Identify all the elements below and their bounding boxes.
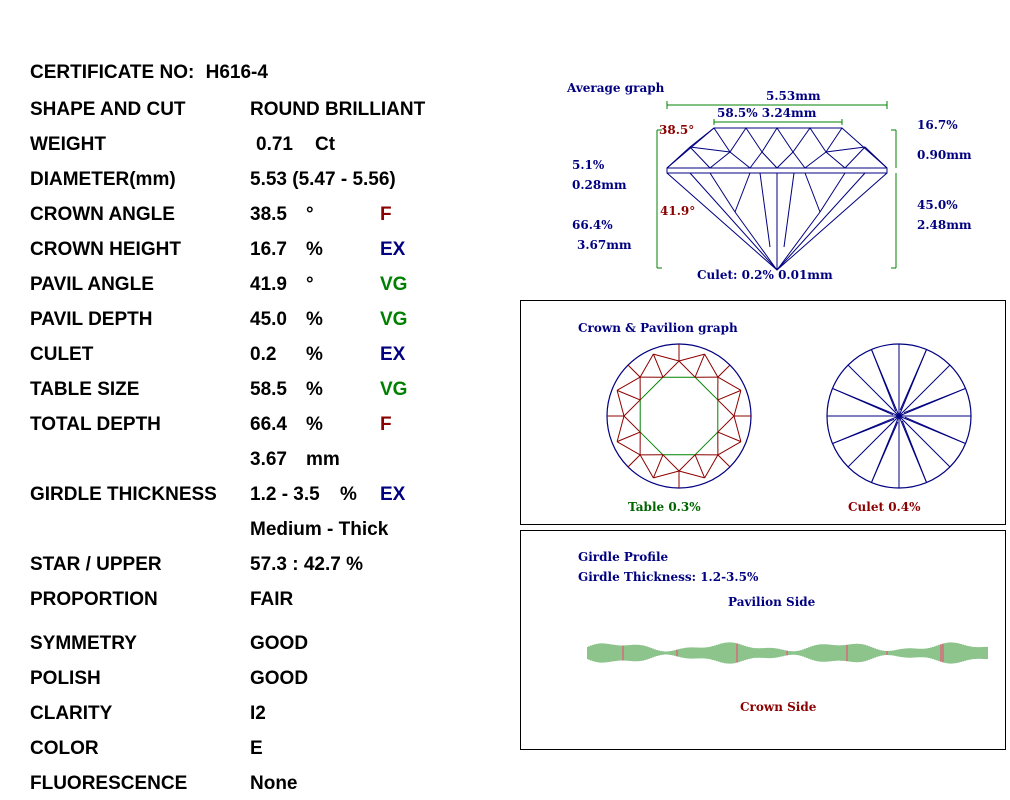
property-grade: EX [380, 484, 406, 505]
girdle-mm-label: 0.28mm [572, 178, 627, 192]
property-unit: % [340, 484, 357, 505]
crown-angle-label: 38.5° [659, 123, 695, 137]
property-value: 45.0 [250, 309, 287, 330]
property-label: POLISH [30, 668, 101, 689]
property-grade: VG [380, 274, 408, 295]
property-value: 57.3 : 42.7 % [250, 554, 364, 575]
property-unit: % [306, 309, 323, 330]
property-unit: ° [306, 274, 314, 295]
property-value: 0.71 [256, 134, 293, 155]
property-label: COLOR [30, 738, 99, 759]
property-label: CLARITY [30, 703, 113, 724]
average-graph [560, 72, 1000, 287]
total-depth-pct-label: 66.4% [572, 218, 613, 232]
property-value: GOOD [250, 668, 309, 689]
property-value: 66.4 [250, 414, 287, 435]
pavilion-depth-mm-label: 2.48mm [917, 218, 972, 232]
property-grade: F [380, 414, 392, 435]
property-value: 38.5 [250, 204, 287, 225]
property-unit: Ct [315, 134, 336, 155]
diameter-label: 5.53mm [766, 89, 821, 103]
property-value: E [250, 738, 263, 759]
property-label: PAVIL ANGLE [30, 274, 154, 295]
average-graph-title: Average graph [567, 81, 665, 95]
property-unit: % [306, 239, 323, 260]
crown-height-mm-label: 0.90mm [917, 148, 972, 162]
property-grade: EX [380, 344, 406, 365]
property-label: FLUORESCENCE [30, 773, 188, 794]
property-label: CULET [30, 344, 94, 365]
property-label: DIAMETER(mm) [30, 169, 176, 190]
property-grade: EX [380, 239, 406, 260]
property-label: SYMMETRY [30, 633, 137, 654]
property-unit: % [306, 414, 323, 435]
girdle-pct-label: 5.1% [572, 158, 605, 172]
crown-pavilion-title: Crown & Pavilion graph [578, 321, 738, 335]
property-value: I2 [250, 703, 266, 724]
pavilion-diagram [824, 341, 974, 491]
crown-side-label: Crown Side [740, 700, 817, 714]
pavilion-depth-pct-label: 45.0% [917, 198, 958, 212]
property-label: TABLE SIZE [30, 379, 140, 400]
property-label: WEIGHT [30, 134, 106, 155]
certificate-title [30, 62, 268, 84]
pavilion-angle-label: 41.9° [660, 204, 696, 218]
pavilion-side-label: Pavilion Side [728, 595, 816, 609]
girdle-waveform [587, 636, 989, 671]
property-label: CROWN HEIGHT [30, 239, 181, 260]
property-label: PAVIL DEPTH [30, 309, 153, 330]
diamond-profile-drawing [667, 128, 887, 270]
property-grade: F [380, 204, 392, 225]
total-depth-mm-label: 3.67mm [577, 238, 632, 252]
table-percent-label: Table 0.3% [628, 500, 701, 514]
property-value: 5.53 (5.47 - 5.56) [250, 169, 396, 190]
property-value: 0.2 [250, 344, 277, 365]
property-label: SHAPE AND CUT [30, 99, 186, 120]
property-unit: % [306, 379, 323, 400]
property-value: Medium - Thick [250, 519, 389, 540]
girdle-profile-panel [520, 530, 1006, 750]
property-value: FAIR [250, 589, 294, 610]
crown-pavilion-panel [520, 300, 1006, 525]
property-value: 41.9 [250, 274, 287, 295]
property-unit: ° [306, 204, 314, 225]
culet-percent-label: Culet 0.4% [848, 500, 921, 514]
property-label: STAR / UPPER [30, 554, 162, 575]
property-value: 16.7 [250, 239, 287, 260]
certificate-label: CERTIFICATE NO: [30, 62, 195, 83]
crown-height-pct-label: 16.7% [917, 118, 958, 132]
crown-diagram [604, 341, 754, 491]
culet-label: Culet: 0.2% 0.01mm [697, 268, 833, 282]
property-label: TOTAL DEPTH [30, 414, 161, 435]
property-value: ROUND BRILLIANT [250, 99, 426, 120]
property-label: CROWN ANGLE [30, 204, 175, 225]
table-label: 58.5% 3.24mm [717, 106, 817, 120]
property-label: GIRDLE THICKNESS [30, 484, 217, 505]
property-value: None [250, 773, 298, 794]
girdle-thickness-label: Girdle Thickness: 1.2-3.5% [578, 570, 759, 584]
property-value: 3.67 [250, 449, 287, 470]
certificate-number: H616-4 [205, 62, 268, 83]
girdle-profile-title: Girdle Profile [578, 550, 669, 564]
property-label: PROPORTION [30, 589, 158, 610]
property-grade: VG [380, 309, 408, 330]
property-value: 1.2 - 3.5 [250, 484, 320, 505]
property-value: GOOD [250, 633, 309, 654]
property-unit: mm [306, 449, 340, 470]
property-unit: % [306, 344, 323, 365]
property-value: 58.5 [250, 379, 287, 400]
property-grade: VG [380, 379, 408, 400]
